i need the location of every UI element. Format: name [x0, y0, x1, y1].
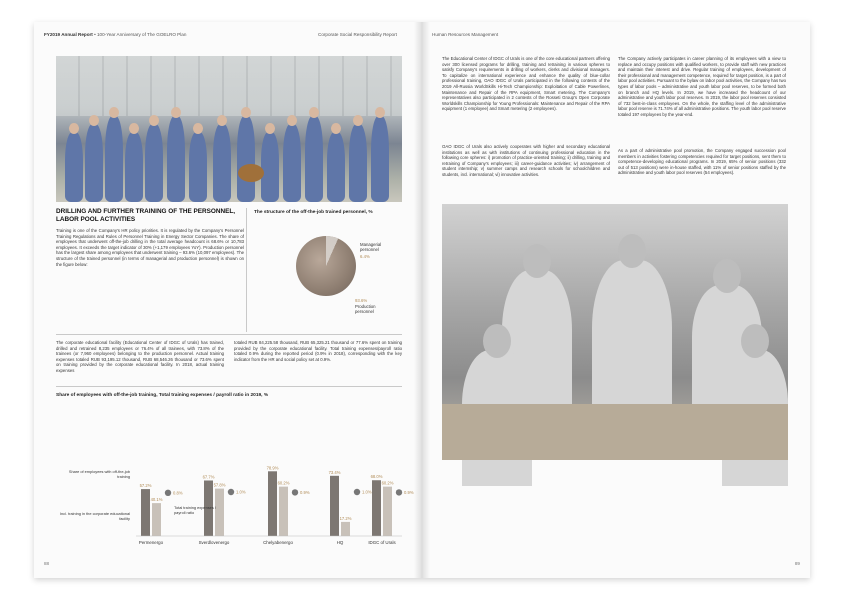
- bar-share-label: 68.0%: [370, 474, 383, 480]
- photo-person: [85, 124, 103, 202]
- bar-share: [372, 480, 381, 536]
- photo-person: [261, 132, 279, 202]
- bar-share-label: 67.7%: [202, 474, 215, 480]
- photo-person-head: [331, 123, 341, 134]
- category-label: Chelyabenergo: [263, 540, 293, 545]
- bar-share-label: 57.2%: [139, 483, 152, 489]
- photo-person: [167, 116, 185, 202]
- meeting-person-head: [523, 244, 551, 278]
- photo-person-head: [265, 123, 275, 134]
- bar-incl: [152, 503, 161, 536]
- pie-label-production: Production personnel: [355, 304, 376, 315]
- photo-person-head: [69, 123, 79, 134]
- section-paragraph-1: Training is one of the Company's HR policy priorities. It is regulated by the Company's Personnel Training Regulations and Rules of Personnel Training in Energy Sector Companies. The share of employees that underwent off-the-job drilling in the total average headcount is 68.6% or 10,783 employees. It exceeds the target indicator of 30% (+1,179 employees YoY). Production personnel has the largest share among employees that underwent training – 93.6% (10,097 employees). The structure of the trained personnel (in terms of managerial and production personnel) is shown on the figure below:: [56, 228, 244, 267]
- section-title: DRILLING AND FURTHER TRAINING OF THE PERSONNEL, LABOR POOL ACTIVITIES: [56, 208, 236, 223]
- pie-value-managerial: 6.4%: [360, 254, 370, 259]
- report-spread: [34, 22, 810, 578]
- photo-person: [213, 124, 231, 202]
- pie-value-production: 93.6%: [355, 298, 368, 303]
- ratio-label: 1.0%: [362, 489, 372, 495]
- left-header-right: Corporate Social Responsibility Report: [318, 32, 397, 37]
- legend-note-share: Share of employees with off-the-job training: [68, 469, 130, 479]
- right-col1-paragraph-2: OAO IDGC of Urals also actively cooperates with higher and secondary educational institutions as well as with institutions of continuing professional education in the following core spheres: i) promotion of practice-oriented training; ii) drilling, training and retraining of Company's employees; iii) career-guidance activities; iv) arrangement of student internship; v) summer camps and research schools for schoolchildren and students, incl. international; vi) innovative activities.: [442, 144, 610, 177]
- photo-person-head: [149, 115, 159, 126]
- ratio-dot: [228, 489, 234, 495]
- bar-incl-label: 60.2%: [277, 480, 290, 486]
- photo-person: [145, 124, 163, 202]
- right-col2-paragraph-2: As a part of administrative pool promotion, the Company engaged succession pool members in activities fostering competencies required for target positions, sent them to competence-developing educational programs. In 2019, 65% of senior positions (332 out of 513 positions) were in-house staffed, with 11% of senior positions staffed by the administrative and youth labor pool reserves (54 employees).: [618, 148, 786, 176]
- category-label: HQ: [336, 540, 344, 545]
- legend-note-incl: Incl. training in the corporate educational facility: [59, 511, 130, 521]
- photo-person: [283, 124, 301, 202]
- photo-person-head: [193, 123, 203, 134]
- bar-incl: [341, 522, 350, 536]
- ratio-dot: [165, 490, 171, 496]
- legend-note-ratio: Total training expenses / payroll ratio: [174, 505, 216, 515]
- photo-person: [327, 132, 345, 202]
- bar-incl: [383, 487, 392, 536]
- bar-incl-label: 17.2%: [339, 515, 352, 521]
- pie-label-managerial: Managerial personnel: [360, 242, 382, 253]
- photo-person: [105, 116, 123, 202]
- category-label: Sverdlovenergo: [198, 540, 230, 545]
- photo-person: [371, 116, 389, 202]
- photo-person-head: [241, 107, 251, 118]
- ratio-dot: [292, 489, 298, 495]
- page-number-left: 88: [44, 561, 50, 566]
- bar-incl-label: 60.2%: [381, 480, 394, 486]
- bar-chart-svg: [56, 424, 414, 559]
- left-page: [34, 22, 422, 578]
- meeting-person-head: [618, 234, 646, 268]
- photo-building: [56, 56, 402, 116]
- book-gutter: [414, 22, 430, 578]
- bar-incl: [279, 487, 288, 536]
- pie-slice-managerial: [296, 236, 356, 296]
- ratio-label: 0.9%: [404, 489, 414, 495]
- photo-person-head: [89, 115, 99, 126]
- photo-person-head: [171, 107, 181, 118]
- photo-person: [189, 132, 207, 202]
- photo-person-head: [287, 115, 297, 126]
- bar-share-label: 78.9%: [266, 465, 279, 471]
- meeting-table: [442, 404, 788, 460]
- report-title: FY2019 Annual Report: [44, 32, 93, 37]
- report-subtitle: • 100-Year Anniversary of The GOELRO Plan: [92, 32, 187, 37]
- photo-person: [305, 116, 323, 202]
- column-divider: [246, 208, 247, 332]
- meeting-person-head: [713, 259, 741, 293]
- bar-chart-title: Share of employees with off-the-job training, Total training expenses / payroll ratio in 2019, %: [56, 393, 269, 398]
- photo-person-head: [217, 115, 227, 126]
- bar-incl-label: 40.1%: [150, 497, 163, 503]
- ratio-label: 0.9%: [300, 489, 310, 495]
- category-label: Permenergo: [138, 540, 164, 545]
- category-label: IDGC of Urals: [368, 540, 396, 545]
- page-number-right: 89: [794, 561, 800, 566]
- photo-person-head: [109, 107, 119, 118]
- meeting-person-head: [483, 324, 511, 358]
- ratio-dot: [354, 489, 360, 495]
- section-paragraph-3: totaled RUB 84,225.58 thousand, RUB 65,325.21 thousand or 77.6% spent on training provided by the corporate educational facility. Total training expenses/payroll ratio totaled 0.9% during the reported period (0.9% in 2018), corresponding with the key indicator from the HR and social policy set at 0.9%.: [234, 340, 402, 362]
- meeting-person-head: [741, 324, 769, 358]
- bar-share: [141, 489, 150, 536]
- bar-share: [268, 471, 277, 536]
- right-col2-paragraph-1: The Company actively participates in career planning of its employees with a view to replace and occupy positions with qualified workers, to provide staff with new practices and maintain their interest and drive. Regular training of employees, development of their professional and management competence, required for target position, is a part of labor pool activities. Pursuant to the bylaw on labor pool activities, the Company has two types of labor pools – administrative and youth labor pool reserves, to be formed both on branch and HQ levels. In 2019, we have increased the headcount of our administrative and youth labor pool reserves. In 2019, the labor pool reserves consisted of 732 best-in-class employees. On the whole, the staffing level of the administrative labor pool reserve is 71.74% of all administrative positions. The youth labor pool reserve totaled 197 employees by the year-end.: [618, 56, 786, 117]
- photo-person-head: [309, 107, 319, 118]
- photo-person: [349, 124, 367, 202]
- bar-share: [330, 476, 339, 536]
- photo-person-head: [353, 115, 363, 126]
- pie-title: The structure of the off-the-job trained personnel, %: [254, 210, 373, 215]
- photo-person-head: [375, 107, 385, 118]
- left-header: [44, 32, 186, 37]
- right-header: Human Resources Management: [432, 32, 499, 37]
- ratio-label: 0.8%: [173, 490, 183, 496]
- bar-incl-label: 57.8%: [213, 482, 226, 488]
- photo-person: [237, 116, 255, 202]
- bar-share-label: 73.4%: [328, 469, 341, 475]
- ratio-dot: [396, 489, 402, 495]
- chart-divider: [56, 386, 402, 387]
- section-paragraph-2: The corporate educational facility (Educational Center of IDGC of Urals) has trained, drilled and retrained 8,235 employees or 76.4% of all trainees, with 73.8% of the trainees (or 7,960 employees) belonging to the production personnel. Actual training expenses totaled RUB 93,195.12 thousand, RUB 68,546.26 thousand or 73.6% spent on training provided by the corporate educational facility. In 2018, actual training expenses: [56, 340, 224, 373]
- section-divider: [56, 334, 402, 335]
- bar-chart: [56, 424, 414, 559]
- right-col1-paragraph-1: The Educational Center of IDGC of Urals is one of the core educational partners offering over 300 licensed programs for drilling, training and retraining in various spheres to satisfy Company's requirements in drilling of workers, clerks and divisional managers. To capitalize on international experience and enhance the quality of blue-collar professional training, OAO IDGC of Urals participated in the following contests of the 2019 All-Russia WorldSkills Hi-Tech Championship: Exploitation of Cable Powerlines, Maintenance and Repair of the RPA equipment, Smart metering. The Company's representatives also participated in 2 contests of the Rosseti Group's Open Corporate Worldskills Championship for Young Professionals: Maintenance and Repair of the RPA equipment (1 employee) and Smart metering (2 employees).: [442, 56, 610, 112]
- training-meeting-photo: [442, 204, 788, 460]
- photo-guitar: [238, 164, 264, 182]
- ratio-label: 1.0%: [236, 489, 246, 495]
- employees-group-photo: [56, 56, 402, 202]
- photo-person: [65, 132, 83, 202]
- photo-person: [125, 132, 143, 202]
- photo-person-head: [129, 123, 139, 134]
